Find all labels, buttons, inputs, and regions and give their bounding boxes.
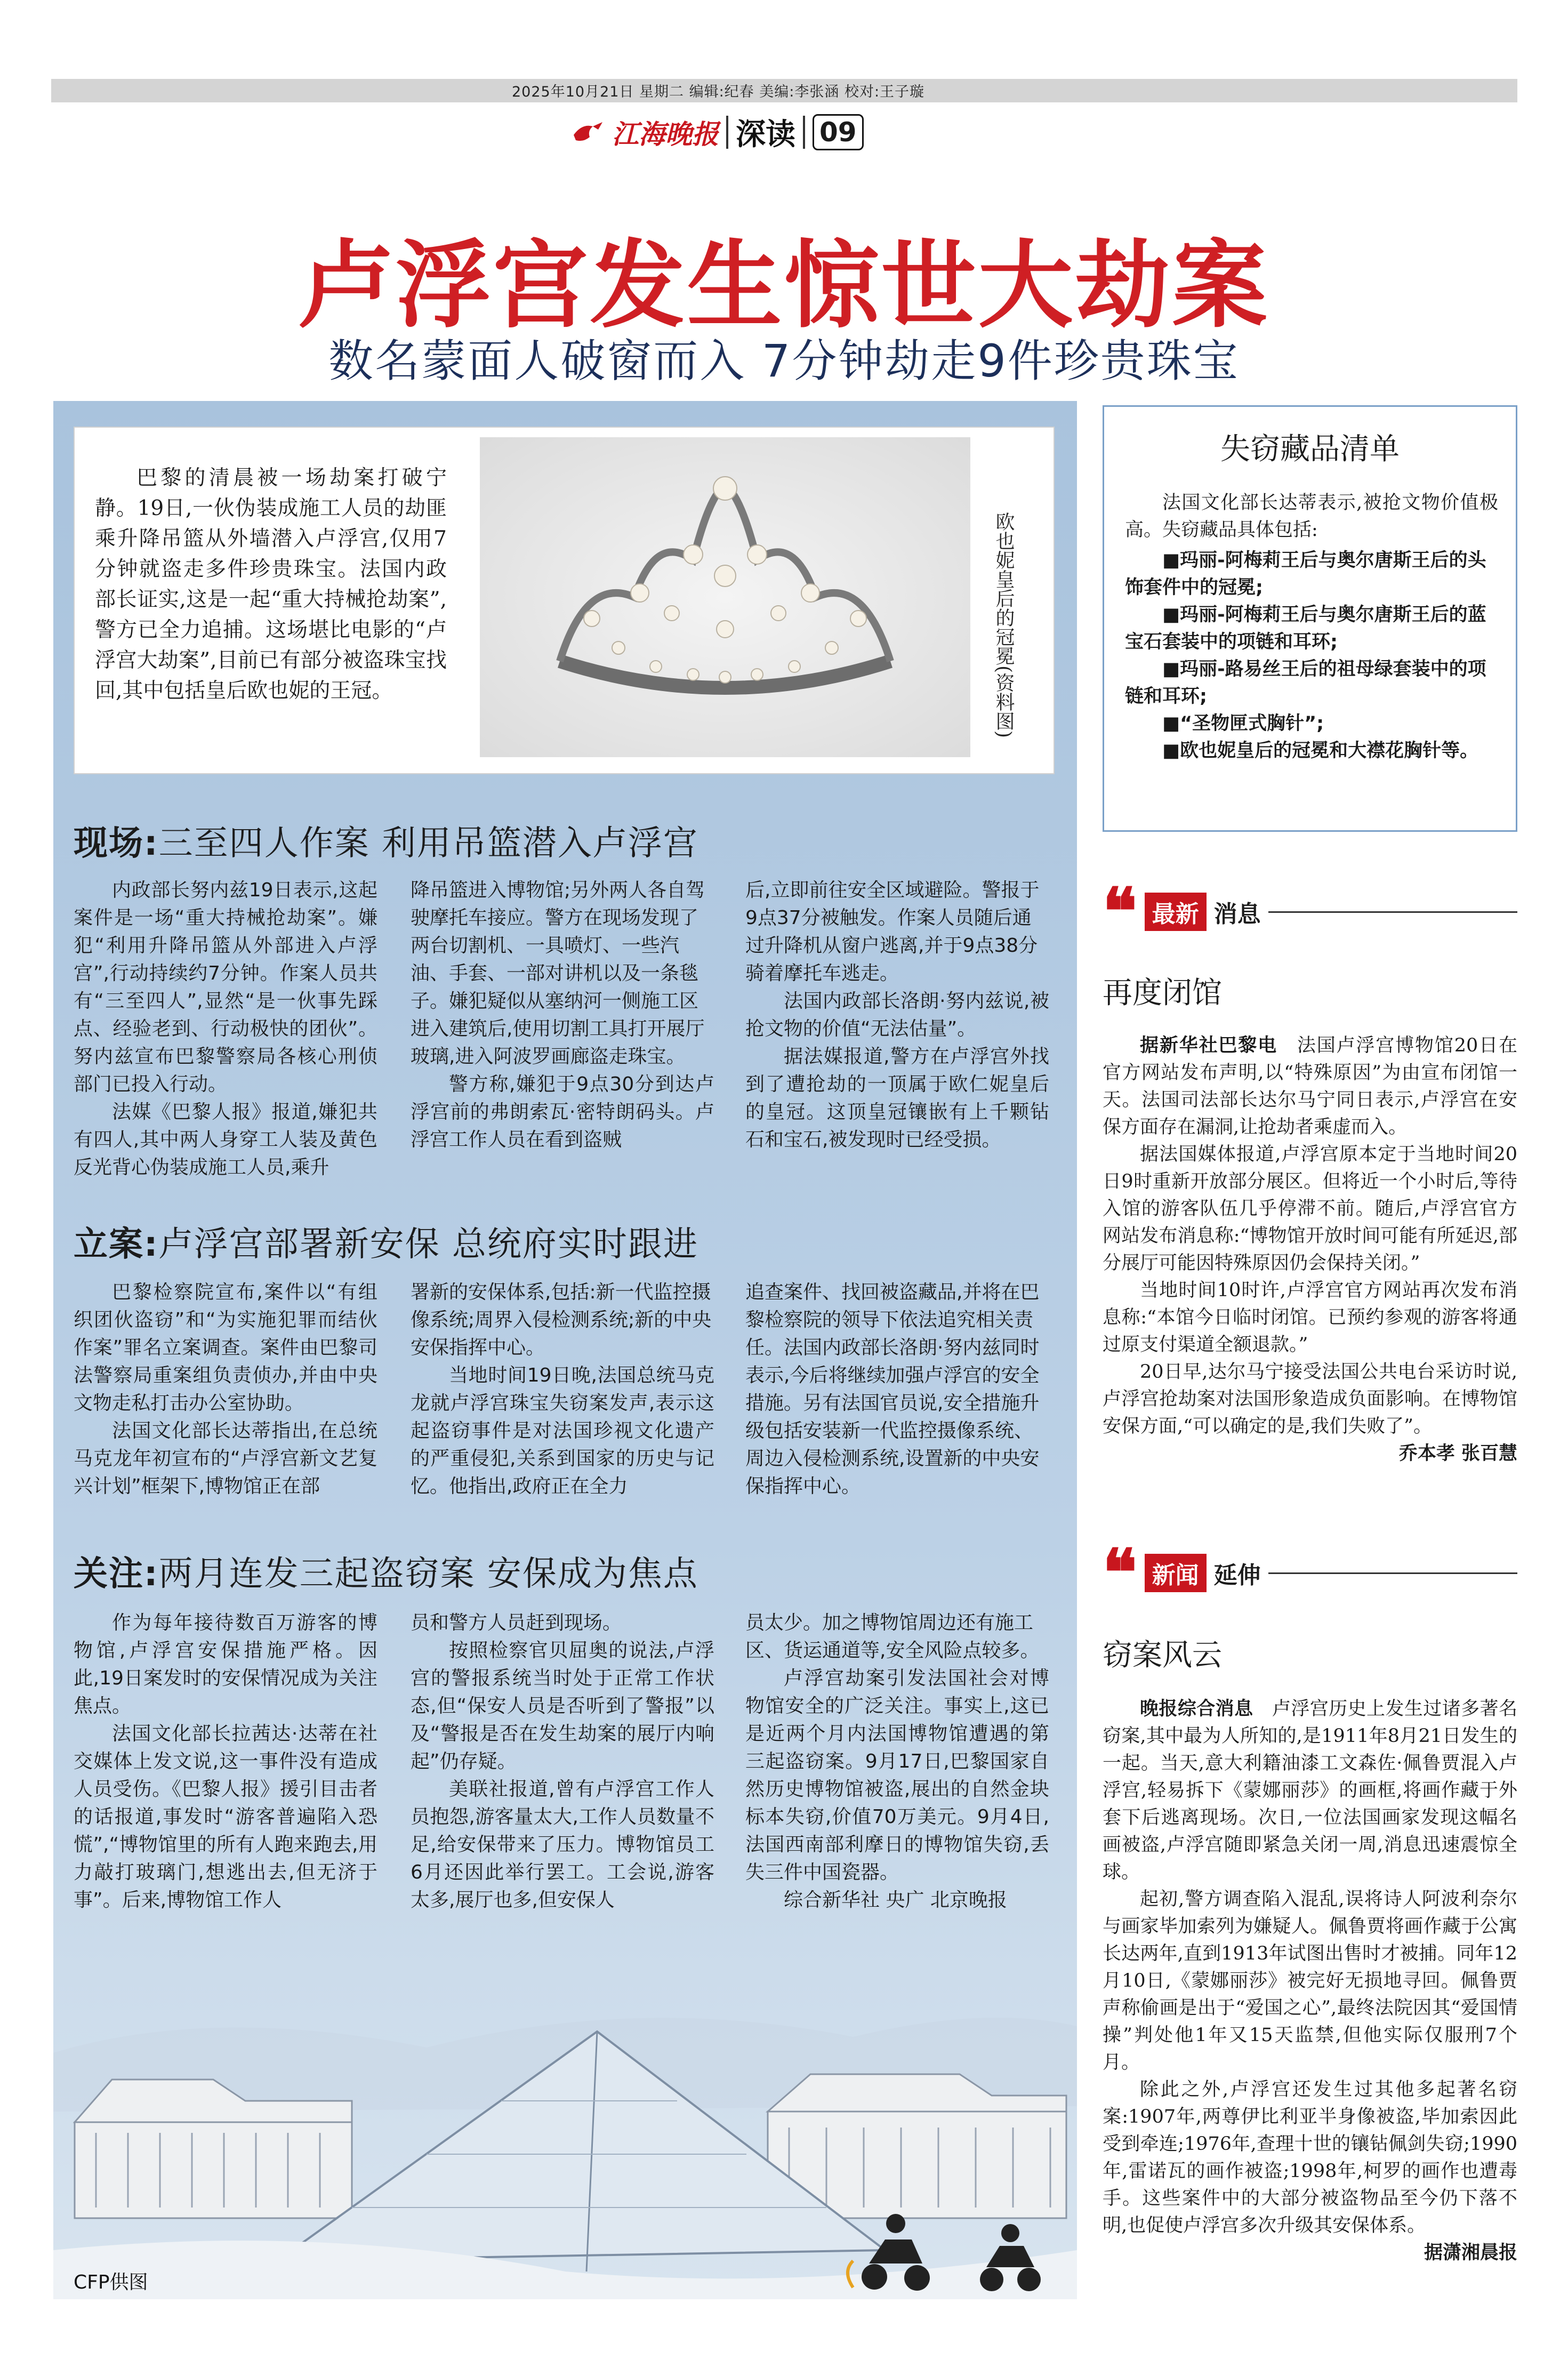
latest-news-ribbon — [1103, 874, 1517, 949]
paragraph: 追查案件、找回被盗藏品,并将在巴黎检察院的领导下依法追究相关责任。法国内政部长洛朗·努内兹同时表示,今后将继续加强卢浮宫的安全措施。另有法国官员说,安全措施升级包括安装新一代监控摄像系统、周边入侵检测系统,设置新的中央安保指挥中心。 — [745, 1281, 1040, 1497]
section-heading — [74, 816, 698, 865]
paragraph: 当地时间10时许,卢浮宫官方网站再次发布消息称:“本馆今日临时闭馆。已预约参观的游客将通过原支付渠道全额退款。” — [1103, 1280, 1517, 1355]
ribbon-label: 消息 — [1213, 901, 1261, 928]
paragraph: 降吊篮进入博物馆;另外两人各自驾驶摩托车接应。警方在现场发现了两台切割机、一具喷灯、一些汽油、手套、一部对讲机以及一条毯子。嫌犯疑似从塞纳河一侧施工区进入建筑后,使用切割工具打开展厅玻璃,进入阿波罗画廊盗走珠宝。 — [411, 879, 705, 1067]
ribbon-tag: 新闻 — [1145, 1554, 1207, 1592]
subheadline: 数名蒙面人破窗而入 7分钟劫走9件珍贵珠宝 — [328, 335, 1240, 387]
quote-mark-icon: ❝ — [1103, 874, 1137, 949]
paragraph: 据法国媒体报道,卢浮宫原本定于当地时间20日9时重新开放部分展区。但将近一个小时后,等待入馆的游客队伍几乎停滞不前。随后,卢浮宫官方网站发布消息称:“博物馆开放时间可能有所延迟,部分展厅可能因特殊原因仍会保持关闭。” — [1103, 1144, 1517, 1274]
section-label: 现场: — [74, 824, 159, 863]
lost-items-intro: 法国文化部长达蒂表示,被抢文物价值极高。失窃藏品具体包括: — [1125, 492, 1498, 541]
paragraph: 法国文化部长达蒂指出,在总统马克龙年初宣布的“卢浮宫新文艺复兴计划”框架下,博物馆正在部 — [74, 1420, 377, 1497]
paragraph: 法国卢浮宫博物馆20日在官方网站发布声明,以“特殊原因”为由宣布闭馆一天。法国司法部长达尔马宁同日表示,卢浮宫在安保方面存在漏洞,让抢劫者乘虚而入。 — [1103, 1035, 1517, 1138]
masthead-divider — [803, 116, 805, 149]
list-item: ■玛丽-阿梅莉王后与奥尔唐斯王后的头饰套件中的冠冕; — [1125, 550, 1486, 598]
louvre-illustration — [53, 1973, 1077, 2299]
paragraph: 后,立即前往安全区域避险。警报于9点37分被触发。作案人员随后通过升降机从窗户逃离,并于9点38分骑着摩托车逃走。 — [745, 879, 1040, 984]
paragraph: 署新的安保体系,包括:新一代监控摄像系统;周界入侵检测系统;新的中央安保指挥中心。 — [411, 1281, 712, 1359]
ribbon-label: 延伸 — [1213, 1562, 1261, 1589]
paragraph: 据法媒报道,警方在卢浮宫外找到了遭抢劫的一顶属于欧仁妮皇后的皇冠。这顶皇冠镶嵌有上千颗钻石和宝石,被发现时已经受损。 — [745, 1046, 1049, 1151]
article-column — [745, 1609, 1049, 1914]
paragraph: 美联社报道,曾有卢浮宫工作人员抱怨,游客量太大,工作人员数量不足,给安保带来了压力。博物馆员工6月还因此举行罢工。工会说,游客太多,展厅也多,但安保人 — [411, 1778, 714, 1911]
extension-body — [1103, 1696, 1517, 2267]
paragraph: 法国内政部长洛朗·努内兹说,被抢文物的价值“无法估量”。 — [745, 990, 1049, 1040]
paragraph: 卢浮宫劫案引发法国社会对博物馆安全的广泛关注。事实上,这已是近两个月内法国博物馆遭遇的第三起盗窃案。9月17日,巴黎国家自然历史博物馆被盗,展出的自然金块标本失窃,价值70万美元。9月4日,法国西南部利摩日的博物馆失窃,丢失三件中国瓷器。 — [745, 1667, 1049, 1883]
paragraph: 按照检察官贝屈奥的说法,卢浮宫的警报系统当时处于正常工作状态,但“保安人员是否听到了警报”以及“警报是否在发生劫案的展厅内响起”仍存疑。 — [411, 1640, 714, 1772]
article-column — [745, 1279, 1049, 1500]
article-column — [74, 1609, 377, 1914]
paragraph: 作为每年接待数百万游客的博物馆,卢浮宫安保措施严格。因此,19日案发时的安保情况成为关注焦点。 — [74, 1612, 377, 1717]
ribbon-tag: 最新 — [1145, 893, 1207, 931]
paper-logo-icon — [572, 119, 605, 146]
intro-text: 巴黎的清晨被一场劫案打破宁静。19日,一伙伪装成施工人员的劫匪乘升降吊篮从外墙潜入卢浮宫,仅用7分钟就盗走多件珍贵珠宝。法国内政部长证实,这是一起“重大持械抢劫案”,警方已全力追捕。这场堪比电影的“卢浮宫大劫案”,目前已有部分被盗珠宝找回,其中包括皇后欧也妮的王冠。 — [95, 466, 447, 703]
list-item: ■欧也妮皇后的冠冕和大襟花胸针等。 — [1162, 740, 1479, 761]
crown-photo — [480, 437, 970, 757]
paragraph: 巴黎检察院宣布,案件以“有组织团伙盗窃”和“为实施犯罪而结伙作案”罪名立案调查。案件由巴黎司法警察局重案组负责侦办,并由中央文物走私打击办公室协助。 — [74, 1281, 377, 1414]
article-column — [745, 877, 1049, 1154]
section-label: 立案: — [74, 1225, 159, 1264]
article-column — [74, 1279, 377, 1500]
section-title: 卢浮宫部署新安保 总统府实时跟进 — [158, 1225, 698, 1264]
list-item: ■“圣物匣式胸针”; — [1162, 713, 1324, 734]
paragraph: 当地时间19日晚,法国总统马克龙就卢浮宫珠宝失窃案发声,表示这起盗窃事件是对法国珍视文化遗产的严重侵犯,关系到国家的历史与记忆。他指出,政府正在全力 — [411, 1364, 714, 1497]
section-heading — [74, 1546, 698, 1595]
headline: 卢浮宫发生惊世大劫案 — [299, 230, 1269, 341]
paragraph: 除此之外,卢浮宫还发生过其他多起著名窃案:1907年,两尊伊比利亚半身像被盗,毕加索因此受到牵连;1976年,查理十世的镶钻佩剑失窃;1990年,雷诺瓦的画作被盗;1998年,柯罗的画作也遭毒手。这些案件中的大部分被盗物品至今仍下落不明,也促使卢浮宫多次升级其安保体系。 — [1103, 2079, 1517, 2236]
ribbon-rule — [1268, 911, 1517, 913]
latest-news-title: 再度闭馆 — [1103, 976, 1222, 1010]
photo-credit: CFP供图 — [74, 2271, 148, 2293]
photo-caption: 欧也妮皇后的冠冕(资料图) — [993, 512, 1015, 739]
paragraph: 20日早,达尔马宁接受法国公共电台采访时说,卢浮宫抢劫案对法国形象造成负面影响。在博物馆安保方面,“可以确定的是,我们失败了”。 — [1103, 1361, 1517, 1437]
source-line: 综合新华社 央广 北京晚报 — [784, 1889, 1007, 1911]
lead-source: 据新华社巴黎电 — [1140, 1035, 1277, 1056]
section-title: 三至四人作案 利用吊篮潜入卢浮宫 — [158, 824, 698, 863]
section-title: 两月连发三起盗窃案 安保成为焦点 — [158, 1554, 698, 1594]
list-item: ■玛丽-路易丝王后的祖母绿套装中的项链和耳环; — [1125, 659, 1486, 707]
paragraph: 员太少。加之博物馆周边还有施工区、货运通道等,安全风险点较多。 — [745, 1612, 1040, 1661]
paragraph: 警方称,嫌犯于9点30分到达卢浮宫前的弗朗索瓦·密特朗码头。卢浮宫工作人员在看到盗贼 — [411, 1073, 714, 1151]
byline: 乔本孝 张百慧 — [1398, 1443, 1517, 1464]
extension-ribbon — [1103, 1535, 1517, 1610]
masthead — [572, 111, 864, 154]
lost-items-title: 失窃藏品清单 — [1220, 432, 1400, 467]
article-column — [411, 877, 714, 1154]
byline: 据潇湘晨报 — [1424, 2242, 1517, 2263]
lost-items-list — [1125, 547, 1498, 765]
paragraph: 员和警方人员赶到现场。 — [411, 1612, 622, 1634]
section-name: 深读 — [736, 117, 795, 152]
dateline: 2025年10月21日 星期二 编辑:纪春 美编:李张涵 校对:王子璇 — [512, 84, 925, 100]
paper-name: 江海晚报 — [612, 118, 719, 150]
page-number: 09 — [813, 114, 864, 150]
ribbon-rule — [1268, 1572, 1517, 1574]
latest-news-body — [1103, 1032, 1517, 1467]
paragraph: 法国文化部长拉茜达·达蒂在社交媒体上发文说,这一事件没有造成人员受伤。《巴黎人报》援引目击者的话报道,事发时“游客普遍陷入恐慌”,“博物馆里的所有人跑来跑去,用力敲打玻璃门,想逃出去,但无济于事”。后来,博物馆工作人 — [74, 1723, 377, 1911]
paragraph: 起初,警方调查陷入混乱,误将诗人阿波利奈尔与画家毕加索列为嫌疑人。佩鲁贾将画作藏于公寓长达两年,直到1913年试图出售时才被捕。同年12月10日,《蒙娜丽莎》被完好无损地寻回。佩鲁贾声称偷画是出于“爱国之心”,最终法院因其“爱国情操”判处他1年又15天监禁,但他实际仅服刑7个月。 — [1103, 1889, 1517, 2073]
extension-title: 窃案风云 — [1103, 1638, 1222, 1673]
section-heading — [74, 1217, 698, 1266]
paragraph: 卢浮宫历史上发生过诸多著名窃案,其中最为人所知的,是1911年8月21日发生的一起。当天,意大利籍油漆工文森佐·佩鲁贾混入卢浮宫,轻易拆下《蒙娜丽莎》的画框,将画作藏于外套下后逃离现场。次日,一位法国画家发现这幅名画被盗,卢浮宫随即紧急关闭一周,消息迅速震惊全球。 — [1103, 1698, 1517, 1883]
article-column — [74, 877, 377, 1182]
masthead-divider — [726, 116, 728, 149]
paragraph: 内政部长努内兹19日表示,这起案件是一场“重大持械抢劫案”。嫌犯“利用升降吊篮从外部进入卢浮宫”,行动持续约7分钟。作案人员共有“三至四人”,显然“是一伙事先踩点、经验老到、行动极快的团伙”。努内兹宣布巴黎警察局各核心刑侦部门已投入行动。 — [74, 879, 377, 1095]
lead-source: 晚报综合消息 — [1140, 1698, 1253, 1720]
list-item: ■玛丽-阿梅莉王后与奥尔唐斯王后的蓝宝石套装中的项链和耳环; — [1125, 604, 1486, 653]
article-column — [411, 1279, 714, 1500]
quote-mark-icon: ❝ — [1103, 1535, 1137, 1610]
section-label: 关注: — [74, 1554, 159, 1594]
article-column — [411, 1609, 714, 1914]
paragraph: 法媒《巴黎人报》报道,嫌犯共有四人,其中两人身穿工人装及黄色反光背心伪装成施工人员,乘升 — [74, 1101, 377, 1178]
